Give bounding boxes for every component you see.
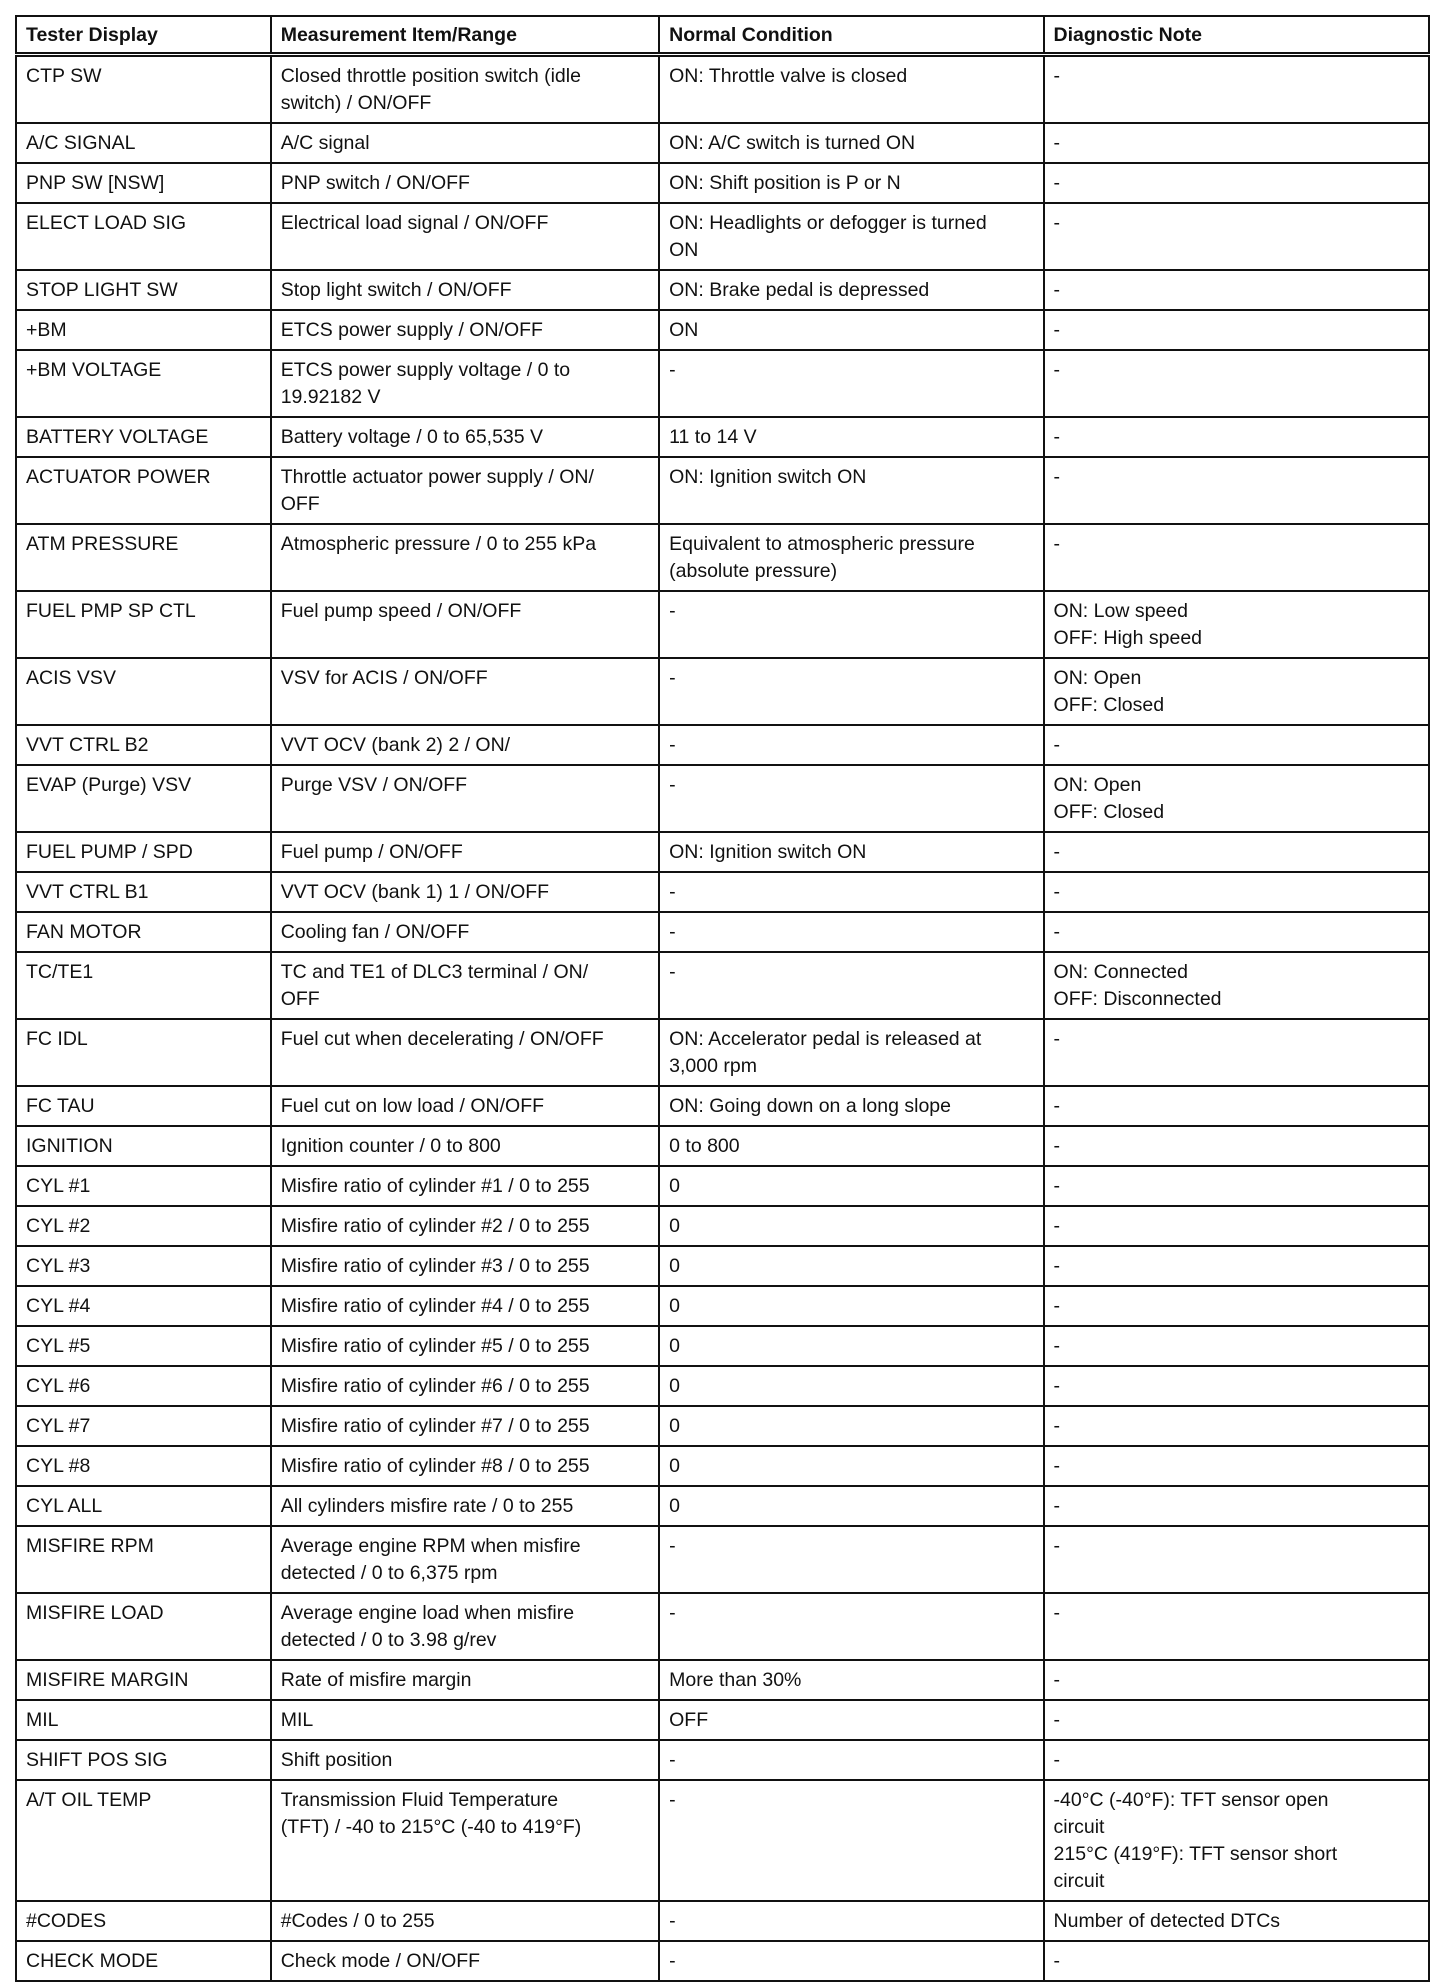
diagnostic-note-cell: - [1044, 1086, 1429, 1126]
measurement-item-cell: Stop light switch / ON/OFF [271, 270, 659, 310]
tester-display-cell: VVT CTRL B1 [16, 872, 271, 912]
tester-display-cell: A/C SIGNAL [16, 123, 271, 163]
header-tester-display: Tester Display [16, 16, 271, 55]
table-row [16, 1406, 1429, 1446]
normal-condition-cell: 0 [659, 1486, 1043, 1526]
normal-condition-cell: ON [659, 310, 1043, 350]
table-row [16, 350, 1429, 417]
normal-condition-cell: - [659, 1526, 1043, 1593]
diagnostic-note-cell: - [1044, 1406, 1429, 1446]
table-row [16, 952, 1429, 1019]
normal-condition-cell: - [659, 1593, 1043, 1660]
table-row [16, 1486, 1429, 1526]
diagnostic-note-cell: - [1044, 1019, 1429, 1086]
table-row [16, 163, 1429, 203]
tester-display-cell: MISFIRE MARGIN [16, 1660, 271, 1700]
diagnostic-note-cell: - [1044, 1166, 1429, 1206]
normal-condition-cell: ON: Headlights or defogger is turned ON [659, 203, 1043, 270]
tester-display-cell: ACIS VSV [16, 658, 271, 725]
tester-display-cell: ACTUATOR POWER [16, 457, 271, 524]
tester-display-cell: FAN MOTOR [16, 912, 271, 952]
measurement-item-cell: ETCS power supply / ON/OFF [271, 310, 659, 350]
diagnostic-note-cell: ON: Open OFF: Closed [1044, 765, 1429, 832]
measurement-item-cell: Fuel cut on low load / ON/OFF [271, 1086, 659, 1126]
diagnostic-note-cell: - [1044, 163, 1429, 203]
measurement-item-cell: All cylinders misfire rate / 0 to 255 [271, 1486, 659, 1526]
normal-condition-cell: - [659, 765, 1043, 832]
diagnostic-note-cell: - [1044, 1700, 1429, 1740]
diagnostic-note-cell: - [1044, 1326, 1429, 1366]
tester-display-cell: IGNITION [16, 1126, 271, 1166]
table-row [16, 123, 1429, 163]
measurement-item-cell: Fuel cut when decelerating / ON/OFF [271, 1019, 659, 1086]
diagnostic-note-cell: - [1044, 1126, 1429, 1166]
tester-display-cell: PNP SW [NSW] [16, 163, 271, 203]
measurement-item-cell: A/C signal [271, 123, 659, 163]
tester-display-cell: CHECK MODE [16, 1941, 271, 1981]
table-row [16, 457, 1429, 524]
diagnostic-note-cell: - [1044, 55, 1429, 124]
measurement-item-cell: Fuel pump speed / ON/OFF [271, 591, 659, 658]
table-row [16, 1901, 1429, 1941]
tester-display-cell: CYL #8 [16, 1446, 271, 1486]
measurement-item-cell: VVT OCV (bank 2) 2 / ON/ [271, 725, 659, 765]
table-row [16, 591, 1429, 658]
measurement-item-cell: Purge VSV / ON/OFF [271, 765, 659, 832]
normal-condition-cell: OFF [659, 1700, 1043, 1740]
diagnostic-note-cell: - [1044, 417, 1429, 457]
tester-display-cell: CYL #3 [16, 1246, 271, 1286]
measurement-item-cell: Misfire ratio of cylinder #5 / 0 to 255 [271, 1326, 659, 1366]
tester-display-cell: FUEL PUMP / SPD [16, 832, 271, 872]
normal-condition-cell: Equivalent to atmospheric pressure (absolute pressure) [659, 524, 1043, 591]
normal-condition-cell: - [659, 1780, 1043, 1901]
diagnostic-note-cell: - [1044, 457, 1429, 524]
table-row [16, 658, 1429, 725]
measurement-item-cell: Misfire ratio of cylinder #6 / 0 to 255 [271, 1366, 659, 1406]
tester-display-cell: A/T OIL TEMP [16, 1780, 271, 1901]
tester-display-cell: CYL #6 [16, 1366, 271, 1406]
table-row [16, 1446, 1429, 1486]
tester-display-cell: CYL #5 [16, 1326, 271, 1366]
table-row [16, 1126, 1429, 1166]
normal-condition-cell: 0 [659, 1446, 1043, 1486]
normal-condition-cell: 0 [659, 1366, 1043, 1406]
normal-condition-cell: ON: Shift position is P or N [659, 163, 1043, 203]
normal-condition-cell: - [659, 591, 1043, 658]
normal-condition-cell: ON: Accelerator pedal is released at 3,000 rpm [659, 1019, 1043, 1086]
tester-display-cell: FUEL PMP SP CTL [16, 591, 271, 658]
tester-display-cell: MISFIRE RPM [16, 1526, 271, 1593]
diagnostic-note-cell: - [1044, 270, 1429, 310]
diagnostic-note-cell: - [1044, 1740, 1429, 1780]
diagnostic-note-cell: ON: Low speed OFF: High speed [1044, 591, 1429, 658]
tester-display-cell: BATTERY VOLTAGE [16, 417, 271, 457]
diagnostic-note-cell: ON: Open OFF: Closed [1044, 658, 1429, 725]
diagnostic-note-cell: - [1044, 1286, 1429, 1326]
tester-display-cell: #CODES [16, 1901, 271, 1941]
normal-condition-cell: ON: Throttle valve is closed [659, 55, 1043, 124]
table-row [16, 765, 1429, 832]
table-row [16, 1019, 1429, 1086]
normal-condition-cell: - [659, 952, 1043, 1019]
table-row [16, 1206, 1429, 1246]
diagnostic-note-cell: - [1044, 524, 1429, 591]
diagnostic-note-cell: -40°C (-40°F): TFT sensor open circuit 215°C (419°F): TFT sensor short circuit [1044, 1780, 1429, 1901]
table-row [16, 310, 1429, 350]
normal-condition-cell: - [659, 658, 1043, 725]
normal-condition-cell: - [659, 1901, 1043, 1941]
measurement-item-cell: Throttle actuator power supply / ON/ OFF [271, 457, 659, 524]
table-row [16, 1941, 1429, 1981]
table-row [16, 1526, 1429, 1593]
diagnostic-note-cell: - [1044, 1246, 1429, 1286]
diagnostic-note-cell: - [1044, 1660, 1429, 1700]
header-normal-condition: Normal Condition [659, 16, 1043, 55]
measurement-item-cell: Misfire ratio of cylinder #7 / 0 to 255 [271, 1406, 659, 1446]
table-row [16, 912, 1429, 952]
header-diagnostic-note: Diagnostic Note [1044, 16, 1429, 55]
table-row [16, 1780, 1429, 1901]
measurement-item-cell: MIL [271, 1700, 659, 1740]
table-row [16, 1593, 1429, 1660]
diagnostic-note-cell: - [1044, 1486, 1429, 1526]
normal-condition-cell: ON: Ignition switch ON [659, 457, 1043, 524]
tester-display-cell: MIL [16, 1700, 271, 1740]
normal-condition-cell: 0 [659, 1326, 1043, 1366]
tester-display-cell: +BM VOLTAGE [16, 350, 271, 417]
measurement-item-cell: Ignition counter / 0 to 800 [271, 1126, 659, 1166]
table-row [16, 1286, 1429, 1326]
measurement-item-cell: Misfire ratio of cylinder #8 / 0 to 255 [271, 1446, 659, 1486]
table-row [16, 1700, 1429, 1740]
tester-display-cell: CYL ALL [16, 1486, 271, 1526]
diagnostic-note-cell: ON: Connected OFF: Disconnected [1044, 952, 1429, 1019]
diagnostic-note-cell: - [1044, 725, 1429, 765]
tester-display-cell: CTP SW [16, 55, 271, 124]
table-row [16, 55, 1429, 124]
normal-condition-cell: - [659, 725, 1043, 765]
table-row [16, 1326, 1429, 1366]
normal-condition-cell: - [659, 872, 1043, 912]
tester-display-cell: CYL #4 [16, 1286, 271, 1326]
diagnostic-note-cell: - [1044, 1526, 1429, 1593]
table-row [16, 1166, 1429, 1206]
measurement-item-cell: Average engine RPM when misfire detected / 0 to 6,375 rpm [271, 1526, 659, 1593]
normal-condition-cell: 0 [659, 1166, 1043, 1206]
normal-condition-cell: More than 30% [659, 1660, 1043, 1700]
tester-display-cell: ATM PRESSURE [16, 524, 271, 591]
tester-display-cell: SHIFT POS SIG [16, 1740, 271, 1780]
normal-condition-cell: 11 to 14 V [659, 417, 1043, 457]
table-row [16, 832, 1429, 872]
tester-display-cell: CYL #2 [16, 1206, 271, 1246]
diagnostic-note-cell: - [1044, 1366, 1429, 1406]
table-row [16, 1740, 1429, 1780]
normal-condition-cell: ON: Going down on a long slope [659, 1086, 1043, 1126]
measurement-item-cell: Misfire ratio of cylinder #1 / 0 to 255 [271, 1166, 659, 1206]
measurement-item-cell: Electrical load signal / ON/OFF [271, 203, 659, 270]
diagnostic-note-cell: - [1044, 912, 1429, 952]
normal-condition-cell: - [659, 350, 1043, 417]
table-row [16, 725, 1429, 765]
normal-condition-cell: - [659, 912, 1043, 952]
tester-display-cell: FC TAU [16, 1086, 271, 1126]
diagnostic-note-cell: - [1044, 1446, 1429, 1486]
header-measurement-item: Measurement Item/Range [271, 16, 659, 55]
diagnostic-note-cell: - [1044, 350, 1429, 417]
measurement-item-cell: Fuel pump / ON/OFF [271, 832, 659, 872]
diagnostic-note-cell: - [1044, 1206, 1429, 1246]
measurement-item-cell: Atmospheric pressure / 0 to 255 kPa [271, 524, 659, 591]
header-row [16, 16, 1429, 55]
table-row [16, 1086, 1429, 1126]
measurement-item-cell: Misfire ratio of cylinder #4 / 0 to 255 [271, 1286, 659, 1326]
diagnostic-note-cell: Number of detected DTCs [1044, 1901, 1429, 1941]
table-row [16, 203, 1429, 270]
tester-display-cell: EVAP (Purge) VSV [16, 765, 271, 832]
normal-condition-cell: - [659, 1941, 1043, 1981]
measurement-item-cell: Closed throttle position switch (idle switch) / ON/OFF [271, 55, 659, 124]
tester-display-cell: MISFIRE LOAD [16, 1593, 271, 1660]
normal-condition-cell: ON: Brake pedal is depressed [659, 270, 1043, 310]
measurement-item-cell: Misfire ratio of cylinder #3 / 0 to 255 [271, 1246, 659, 1286]
measurement-item-cell: VVT OCV (bank 1) 1 / ON/OFF [271, 872, 659, 912]
measurement-item-cell: Transmission Fluid Temperature (TFT) / -40 to 215°C (-40 to 419°F) [271, 1780, 659, 1901]
diagnostic-note-cell: - [1044, 123, 1429, 163]
measurement-item-cell: Check mode / ON/OFF [271, 1941, 659, 1981]
measurement-item-cell: PNP switch / ON/OFF [271, 163, 659, 203]
table-row [16, 270, 1429, 310]
measurement-item-cell: Shift position [271, 1740, 659, 1780]
diagnostic-note-cell: - [1044, 1593, 1429, 1660]
diagnostic-note-cell: - [1044, 203, 1429, 270]
normal-condition-cell: 0 to 800 [659, 1126, 1043, 1166]
table-row [16, 1246, 1429, 1286]
measurement-item-cell: Battery voltage / 0 to 65,535 V [271, 417, 659, 457]
measurement-item-cell: ETCS power supply voltage / 0 to 19.92182 V [271, 350, 659, 417]
normal-condition-cell: 0 [659, 1286, 1043, 1326]
table-row [16, 1366, 1429, 1406]
table-row [16, 524, 1429, 591]
measurement-item-cell: Misfire ratio of cylinder #2 / 0 to 255 [271, 1206, 659, 1246]
measurement-item-cell: VSV for ACIS / ON/OFF [271, 658, 659, 725]
tester-display-cell: TC/TE1 [16, 952, 271, 1019]
tester-display-cell: STOP LIGHT SW [16, 270, 271, 310]
tester-display-cell: ELECT LOAD SIG [16, 203, 271, 270]
tester-display-cell: CYL #7 [16, 1406, 271, 1446]
normal-condition-cell: 0 [659, 1406, 1043, 1446]
table-row [16, 1660, 1429, 1700]
tester-display-cell: CYL #1 [16, 1166, 271, 1206]
table-row [16, 872, 1429, 912]
diagnostic-note-cell: - [1044, 872, 1429, 912]
tester-display-cell: VVT CTRL B2 [16, 725, 271, 765]
normal-condition-cell: 0 [659, 1206, 1043, 1246]
normal-condition-cell: ON: A/C switch is turned ON [659, 123, 1043, 163]
measurement-item-cell: TC and TE1 of DLC3 terminal / ON/ OFF [271, 952, 659, 1019]
measurement-item-cell: #Codes / 0 to 255 [271, 1901, 659, 1941]
normal-condition-cell: 0 [659, 1246, 1043, 1286]
diagnostic-note-cell: - [1044, 832, 1429, 872]
measurement-item-cell: Average engine load when misfire detected / 0 to 3.98 g/rev [271, 1593, 659, 1660]
data-list-table [15, 15, 1430, 1982]
measurement-item-cell: Cooling fan / ON/OFF [271, 912, 659, 952]
measurement-item-cell: Rate of misfire margin [271, 1660, 659, 1700]
tester-display-cell: FC IDL [16, 1019, 271, 1086]
normal-condition-cell: ON: Ignition switch ON [659, 832, 1043, 872]
tester-display-cell: +BM [16, 310, 271, 350]
diagnostic-note-cell: - [1044, 310, 1429, 350]
table-row [16, 417, 1429, 457]
normal-condition-cell: - [659, 1740, 1043, 1780]
diagnostic-note-cell: - [1044, 1941, 1429, 1981]
